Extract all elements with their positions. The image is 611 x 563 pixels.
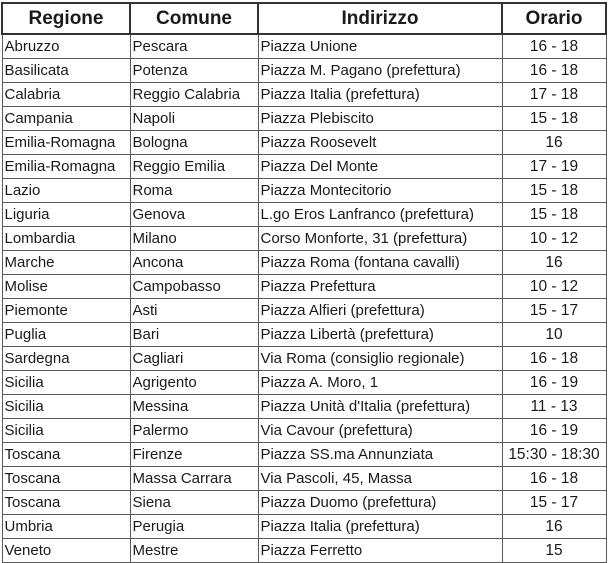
cell-orario: 16 - 19: [502, 371, 606, 395]
cell-indirizzo: Piazza SS.ma Annunziata: [258, 443, 502, 467]
cell-regione: Abruzzo: [2, 34, 130, 59]
cell-comune: Messina: [130, 395, 258, 419]
cell-comune: Campobasso: [130, 275, 258, 299]
table-row: [2, 155, 606, 179]
cell-indirizzo: Piazza Ferretto: [258, 539, 502, 563]
table-row: [2, 323, 606, 347]
cell-comune: Massa Carrara: [130, 467, 258, 491]
cell-regione: Molise: [2, 275, 130, 299]
cell-orario: 15:30 - 18:30: [502, 443, 606, 467]
cell-orario: 15 - 18: [502, 179, 606, 203]
table-row: [2, 251, 606, 275]
cell-indirizzo: Piazza Libertà (prefettura): [258, 323, 502, 347]
cell-regione: Emilia-Romagna: [2, 131, 130, 155]
cell-comune: Bari: [130, 323, 258, 347]
cell-indirizzo: Piazza Roosevelt: [258, 131, 502, 155]
cell-orario: 15 - 17: [502, 299, 606, 323]
header-indirizzo: Indirizzo: [258, 3, 502, 34]
cell-comune: Firenze: [130, 443, 258, 467]
cell-indirizzo: Piazza Unione: [258, 34, 502, 59]
cell-regione: Piemonte: [2, 299, 130, 323]
cell-regione: Calabria: [2, 83, 130, 107]
table-row: [2, 419, 606, 443]
cell-orario: 16: [502, 131, 606, 155]
header-regione: Regione: [2, 3, 130, 34]
cell-comune: Bologna: [130, 131, 258, 155]
cell-regione: Veneto: [2, 539, 130, 563]
cell-orario: 15: [502, 539, 606, 563]
cell-regione: Liguria: [2, 203, 130, 227]
cell-comune: Milano: [130, 227, 258, 251]
cell-regione: Emilia-Romagna: [2, 155, 130, 179]
cell-orario: 17 - 19: [502, 155, 606, 179]
cell-indirizzo: Piazza Plebiscito: [258, 107, 502, 131]
table-row: [2, 491, 606, 515]
cell-orario: 16: [502, 251, 606, 275]
cell-comune: Pescara: [130, 34, 258, 59]
table-row: [2, 395, 606, 419]
cell-indirizzo: Piazza Del Monte: [258, 155, 502, 179]
cell-comune: Ancona: [130, 251, 258, 275]
header-row: [2, 3, 606, 34]
cell-orario: 15 - 18: [502, 107, 606, 131]
cell-comune: Mestre: [130, 539, 258, 563]
cell-orario: 16 - 19: [502, 419, 606, 443]
cell-indirizzo: Piazza Italia (prefettura): [258, 83, 502, 107]
table-row: [2, 347, 606, 371]
cell-indirizzo: Piazza Duomo (prefettura): [258, 491, 502, 515]
schedule-table: [1, 2, 607, 563]
cell-orario: 11 - 13: [502, 395, 606, 419]
cell-orario: 17 - 18: [502, 83, 606, 107]
cell-regione: Sicilia: [2, 371, 130, 395]
cell-comune: Asti: [130, 299, 258, 323]
table-row: [2, 203, 606, 227]
table-row: [2, 275, 606, 299]
cell-regione: Umbria: [2, 515, 130, 539]
cell-regione: Sicilia: [2, 419, 130, 443]
cell-indirizzo: Piazza M. Pagano (prefettura): [258, 59, 502, 83]
table-row: [2, 371, 606, 395]
cell-comune: Palermo: [130, 419, 258, 443]
cell-indirizzo: Piazza Unità d'Italia (prefettura): [258, 395, 502, 419]
cell-comune: Reggio Emilia: [130, 155, 258, 179]
cell-regione: Lazio: [2, 179, 130, 203]
cell-indirizzo: Piazza Italia (prefettura): [258, 515, 502, 539]
table-row: [2, 179, 606, 203]
cell-indirizzo: Corso Monforte, 31 (prefettura): [258, 227, 502, 251]
cell-comune: Genova: [130, 203, 258, 227]
cell-regione: Lombardia: [2, 227, 130, 251]
table-row: [2, 107, 606, 131]
table-row: [2, 83, 606, 107]
table-row: [2, 515, 606, 539]
table-row: [2, 59, 606, 83]
cell-regione: Puglia: [2, 323, 130, 347]
cell-orario: 10 - 12: [502, 275, 606, 299]
cell-comune: Roma: [130, 179, 258, 203]
cell-indirizzo: Via Cavour (prefettura): [258, 419, 502, 443]
header-comune: Comune: [130, 3, 258, 34]
table-row: [2, 539, 606, 563]
cell-indirizzo: Piazza A. Moro, 1: [258, 371, 502, 395]
table-row: [2, 227, 606, 251]
cell-orario: 16 - 18: [502, 347, 606, 371]
cell-regione: Toscana: [2, 491, 130, 515]
cell-orario: 10 - 12: [502, 227, 606, 251]
table-row: [2, 443, 606, 467]
cell-indirizzo: Piazza Prefettura: [258, 275, 502, 299]
table-row: [2, 299, 606, 323]
cell-indirizzo: L.go Eros Lanfranco (prefettura): [258, 203, 502, 227]
cell-comune: Agrigento: [130, 371, 258, 395]
cell-orario: 16 - 18: [502, 59, 606, 83]
table-row: [2, 131, 606, 155]
header-orario: Orario: [502, 3, 606, 34]
cell-regione: Toscana: [2, 467, 130, 491]
cell-comune: Reggio Calabria: [130, 83, 258, 107]
cell-regione: Toscana: [2, 443, 130, 467]
cell-indirizzo: Piazza Montecitorio: [258, 179, 502, 203]
cell-orario: 16 - 18: [502, 34, 606, 59]
table-row: [2, 34, 606, 59]
cell-comune: Siena: [130, 491, 258, 515]
cell-orario: 10: [502, 323, 606, 347]
table-row: [2, 467, 606, 491]
cell-orario: 16 - 18: [502, 467, 606, 491]
table-body: [2, 34, 606, 563]
cell-orario: 16: [502, 515, 606, 539]
cell-comune: Potenza: [130, 59, 258, 83]
cell-orario: 15 - 17: [502, 491, 606, 515]
cell-comune: Napoli: [130, 107, 258, 131]
cell-comune: Cagliari: [130, 347, 258, 371]
cell-indirizzo: Via Roma (consiglio regionale): [258, 347, 502, 371]
cell-regione: Campania: [2, 107, 130, 131]
cell-indirizzo: Piazza Alfieri (prefettura): [258, 299, 502, 323]
cell-regione: Sicilia: [2, 395, 130, 419]
cell-orario: 15 - 18: [502, 203, 606, 227]
cell-indirizzo: Via Pascoli, 45, Massa: [258, 467, 502, 491]
table-header: [2, 3, 606, 34]
cell-regione: Marche: [2, 251, 130, 275]
cell-regione: Sardegna: [2, 347, 130, 371]
cell-comune: Perugia: [130, 515, 258, 539]
cell-regione: Basilicata: [2, 59, 130, 83]
cell-indirizzo: Piazza Roma (fontana cavalli): [258, 251, 502, 275]
